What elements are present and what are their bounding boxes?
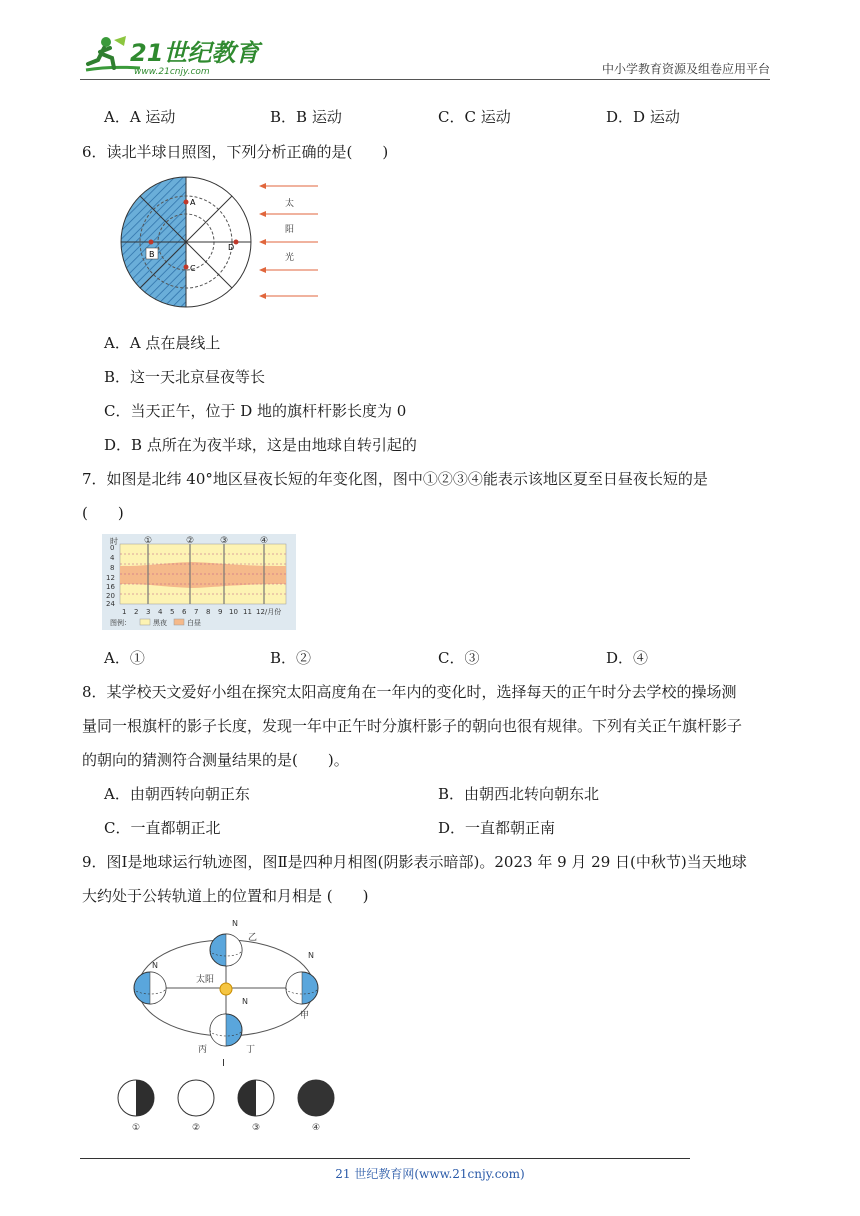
svg-text:6: 6 — [182, 608, 187, 616]
svg-text:4: 4 — [110, 554, 115, 562]
svg-text:8: 8 — [206, 608, 211, 616]
q6-option-c[interactable]: C．当天正午，位于 D 地的旗杆杆影长度为 0 — [104, 402, 407, 420]
svg-text:D: D — [228, 243, 235, 252]
q9-orbit-diagram — [112, 912, 352, 1146]
svg-text:C: C — [190, 264, 196, 273]
q6-stem: 6．读北半球日照图，下列分析正确的是( ) — [82, 143, 389, 161]
svg-text:B: B — [149, 250, 155, 259]
svg-text:2: 2 — [134, 608, 139, 616]
q8-option-d[interactable]: D．一直都朝正南 — [438, 819, 556, 837]
svg-text:③: ③ — [220, 536, 229, 546]
q6-option-a[interactable]: A．A 点在晨线上 — [104, 334, 221, 352]
svg-text:黑夜: 黑夜 — [153, 619, 167, 627]
svg-text:白昼: 白昼 — [187, 619, 201, 627]
svg-text:3: 3 — [146, 608, 151, 616]
svg-text:12/月份: 12/月份 — [256, 608, 282, 616]
svg-text:1: 1 — [122, 608, 127, 616]
svg-text:图例：: 图例： — [110, 619, 131, 627]
svg-text:④: ④ — [312, 1123, 321, 1133]
svg-text:太: 太 — [285, 199, 295, 209]
svg-text:乙: 乙 — [248, 933, 258, 943]
q5-option-a[interactable]: A．A 运动 — [104, 108, 176, 126]
svg-text:③: ③ — [252, 1123, 261, 1133]
footer-text: 21 世纪教育网(www.21cnjy.com) — [335, 1167, 525, 1181]
q6-option-d[interactable]: D．B 点所在为夜半球，这是由地球自转引起的 — [104, 436, 417, 454]
svg-text:阳: 阳 — [285, 225, 295, 235]
svg-text:9: 9 — [218, 608, 223, 616]
logo-text: 21世纪教育 — [130, 39, 260, 67]
svg-text:N: N — [308, 951, 314, 960]
svg-text:时: 时 — [110, 537, 118, 546]
svg-text:N: N — [152, 961, 158, 970]
q7-option-d[interactable]: D．④ — [606, 649, 649, 667]
svg-text:5: 5 — [170, 608, 175, 616]
q8-option-a[interactable]: A．由朝西转向朝正东 — [104, 785, 250, 803]
q5-option-b[interactable]: B．B 运动 — [270, 108, 342, 126]
svg-text:24: 24 — [106, 600, 115, 608]
header-divider — [80, 79, 770, 80]
q6-sunlight-diagram — [118, 174, 328, 314]
svg-text:④: ④ — [260, 536, 269, 546]
platform-name: 中小学教育资源及组卷应用平台 — [601, 62, 770, 76]
q8-stem-line3: 的朝向的猜测符合测量结果的是( )。 — [82, 751, 349, 769]
svg-text:②: ② — [192, 1123, 201, 1133]
q7-option-a[interactable]: A．① — [104, 649, 145, 667]
q8-stem-line1: 8．某学校天文爱好小组在探究太阳高度角在一年内的变化时，选择每天的正午时分去学校的操场测 — [82, 683, 737, 701]
svg-text:A: A — [190, 198, 196, 207]
svg-text:4: 4 — [158, 608, 163, 616]
q7-daylength-chart — [102, 534, 296, 630]
q7-stem-line1: 7．如图是北纬 40°地区昼夜长短的年变化图，图中①②③④能表示该地区夏至日昼夜长短的是 — [82, 470, 708, 488]
q8-stem-line2: 量同一根旗杆的影子长度，发现一年中正午时分旗杆影子的朝向也很有规律。下列有关正午旗杆影子 — [82, 717, 743, 735]
svg-text:16: 16 — [106, 583, 115, 591]
svg-text:丁: 丁 — [246, 1045, 256, 1055]
svg-text:①: ① — [144, 536, 153, 546]
svg-text:Ⅰ: Ⅰ — [222, 1058, 225, 1069]
q8-option-b[interactable]: B．由朝西北转向朝东北 — [438, 785, 600, 803]
q5-option-c[interactable]: C．C 运动 — [438, 108, 511, 126]
svg-text:光: 光 — [285, 253, 295, 263]
q8-option-c[interactable]: C．一直都朝正北 — [104, 819, 221, 837]
svg-text:①: ① — [132, 1123, 141, 1133]
svg-text:丙: 丙 — [198, 1045, 208, 1055]
svg-text:7: 7 — [194, 608, 199, 616]
site-logo — [80, 30, 270, 78]
q7-option-b[interactable]: B．② — [270, 649, 312, 667]
q9-stem-line1: 9．图Ⅰ是地球运行轨迹图，图Ⅱ是四种月相图(阴影表示暗部)。2023 年 9 月 29 日(中秋节)当天地球 — [82, 853, 747, 871]
svg-text:N: N — [232, 919, 238, 928]
q6-option-b[interactable]: B．这一天北京昼夜等长 — [104, 368, 266, 386]
svg-text:20: 20 — [106, 592, 115, 600]
svg-text:8: 8 — [110, 564, 115, 572]
svg-text:0: 0 — [110, 544, 115, 552]
svg-text:11: 11 — [243, 608, 252, 616]
q7-option-c[interactable]: C．③ — [438, 649, 480, 667]
svg-text:太阳: 太阳 — [196, 975, 215, 985]
q5-option-d[interactable]: D．D 运动 — [606, 108, 680, 126]
svg-text:N: N — [242, 997, 248, 1006]
svg-text:10: 10 — [229, 608, 238, 616]
svg-text:甲: 甲 — [300, 1011, 310, 1021]
logo-url: www.21cnjy.com — [134, 67, 210, 77]
q9-stem-line2: 大约处于公转轨道上的位置和月相是 ( ) — [82, 887, 369, 905]
svg-text:②: ② — [186, 536, 195, 546]
footer-divider — [80, 1158, 690, 1159]
q7-stem-line2: ( ) — [82, 504, 124, 522]
svg-text:12: 12 — [106, 574, 115, 582]
